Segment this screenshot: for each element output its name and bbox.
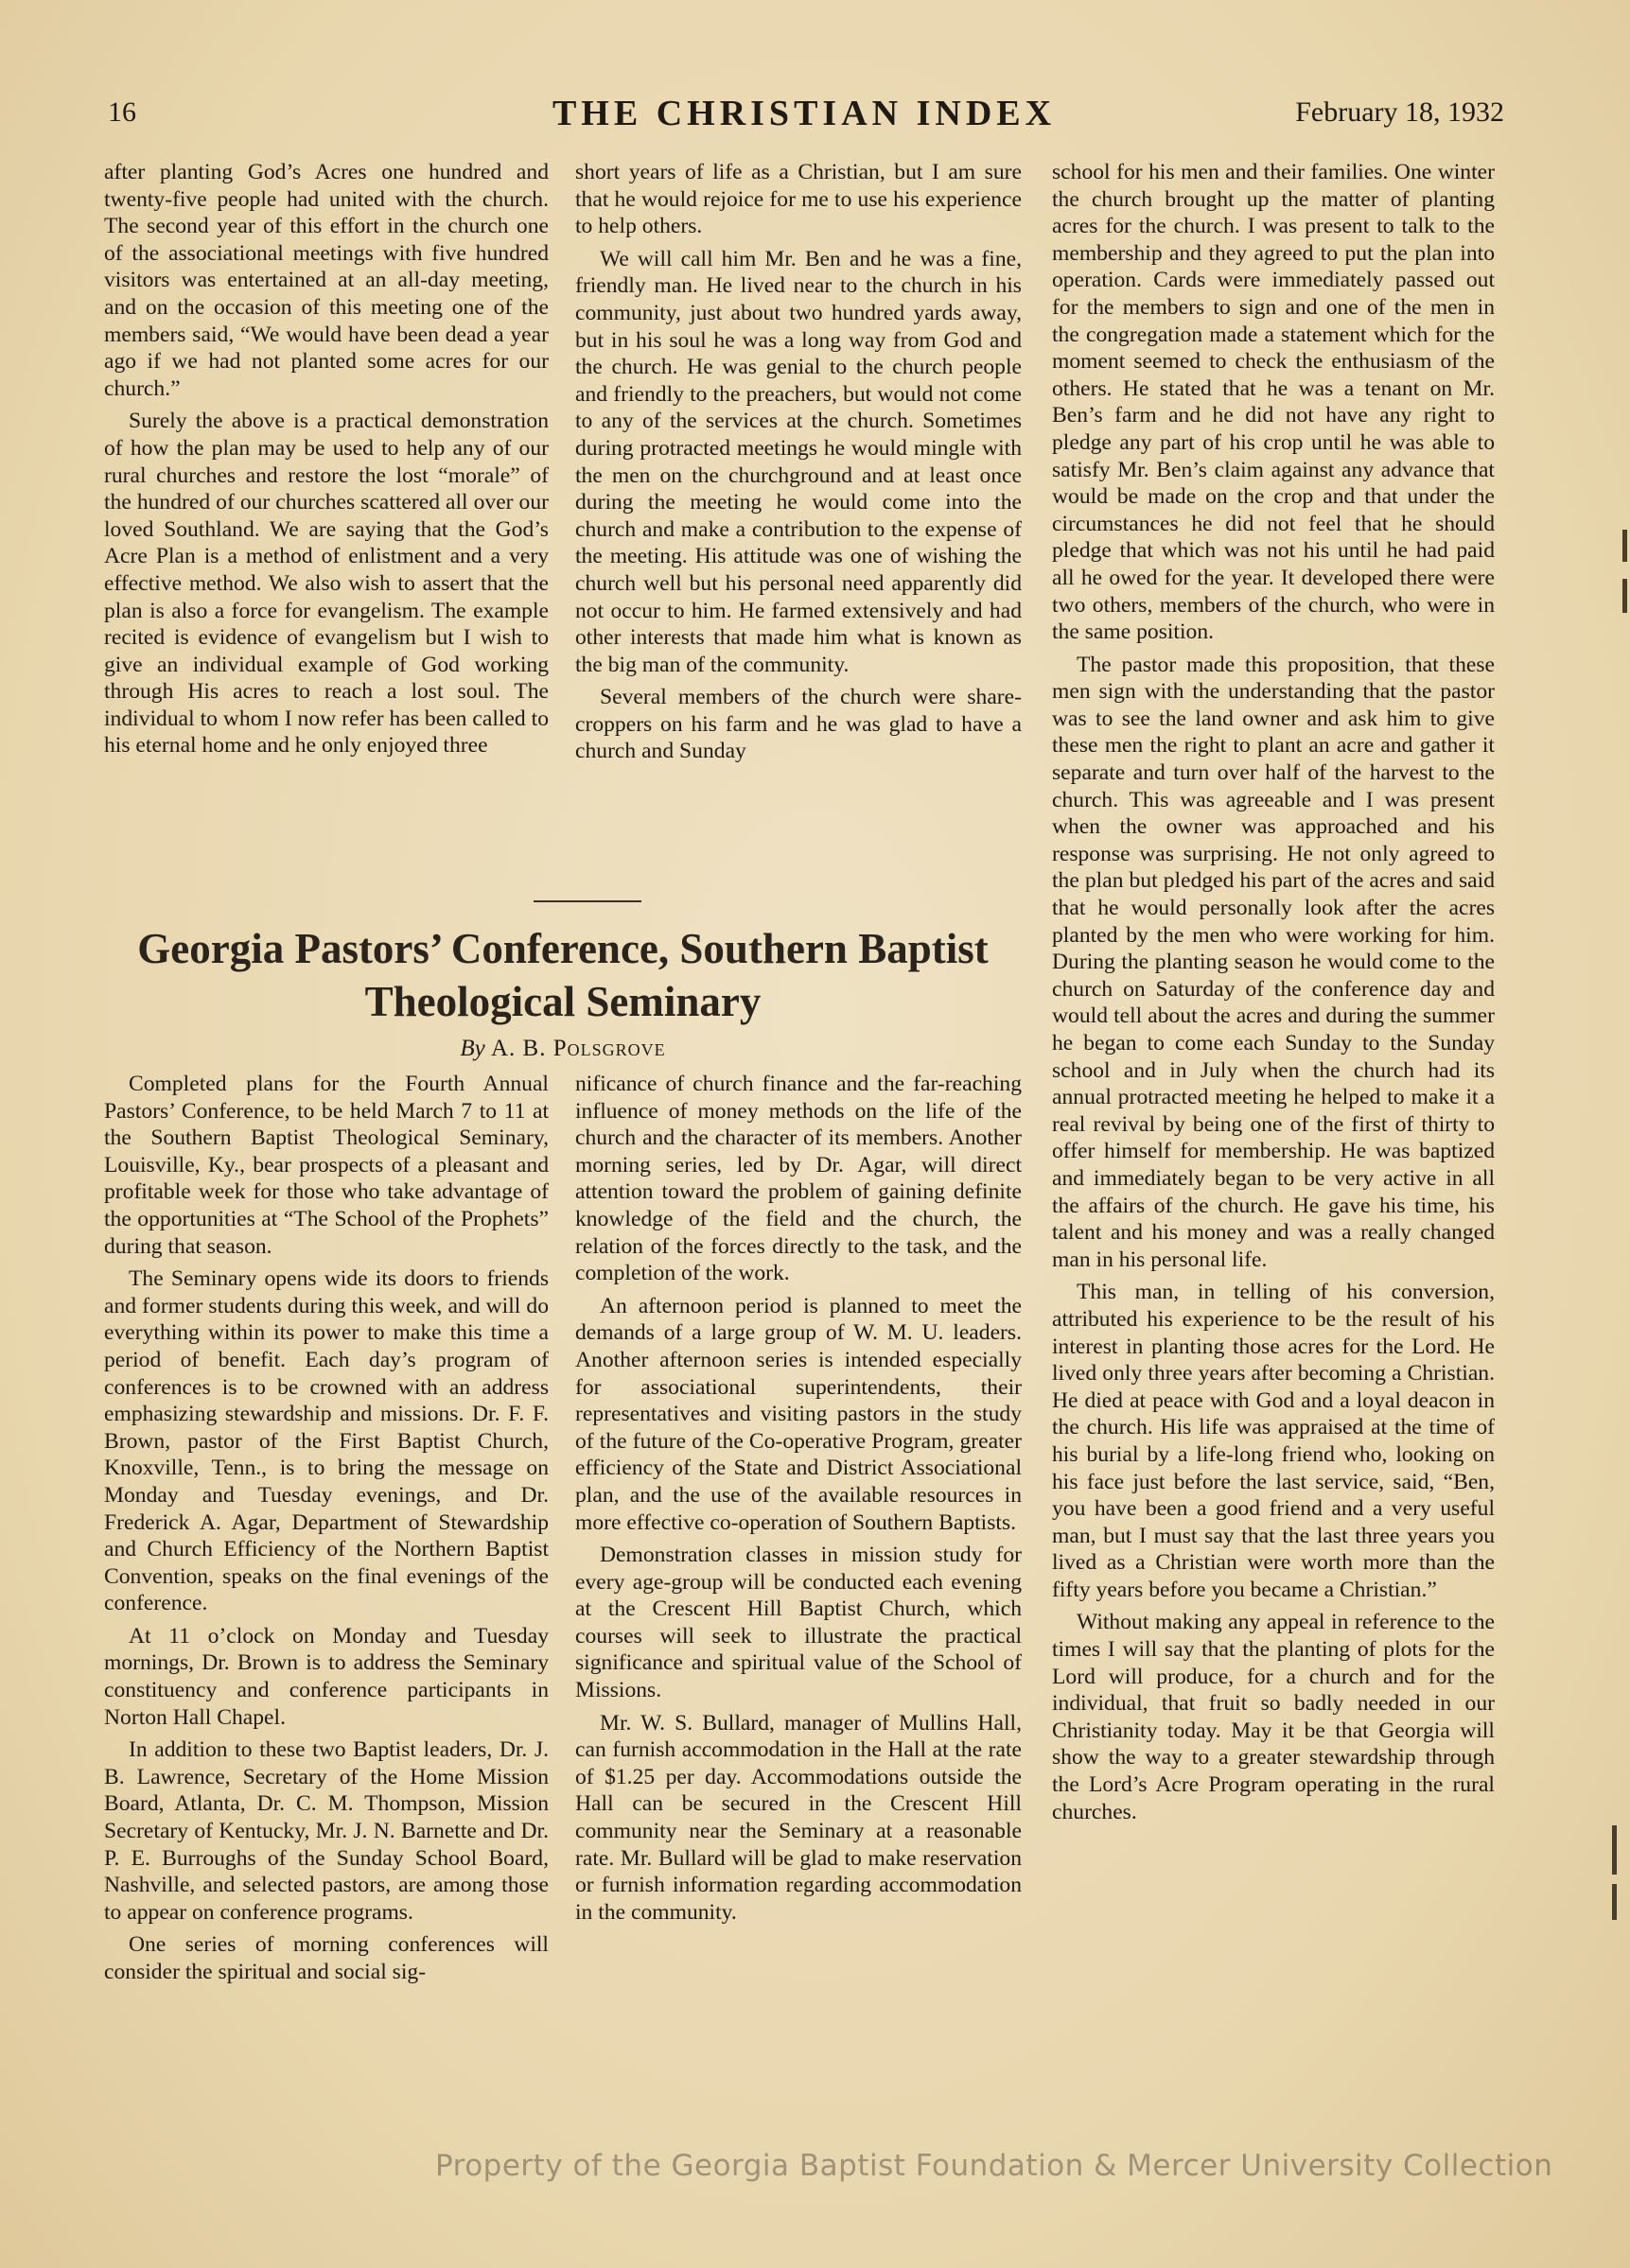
paragraph: Surely the above is a practical demonstration of how the plan may be used to help any of our rural churches and restore the lost “morale” of the hundred of our churches scattered all over our loved Southland. We are saying that the God’s Acre Plan is a method of enlistment and a very effective method. We also wish to assert that the plan is also a force for evangelism. The example recited is evidence of evangelism but I wish to give an individual example of God working through His acres to reach a lost soul. The individual to whom I now refer has been called to his eternal home and he only enjoyed three [104,409,549,759]
paragraph: Several members of the church were share-croppers on his farm and he was glad to have a church and Sunday [575,685,1022,764]
section-divider [534,900,641,902]
article1-column2 [575,159,1022,771]
paragraph: Without making any appeal in reference to the times I will say that the planting of plots for the Lord will produce, for a church and for the individual, that fruit so badly needed in our Christianity today. May it be that Georgia will show the way to a greater stewardship through the Lord’s Acre Program operating in the rural churches. [1052,1610,1495,1824]
paragraph: An afternoon period is planned to meet the demands of a large group of W. M. U. leaders. Another afternoon series is intended especially for associational superintendents, their representatives and visiting pastors in the study of the future of the Co-operative Program, greater efficiency of the State and District Associational plan, and the use of the available resources in more effective co-operation of Southern Baptists. [575,1293,1022,1535]
masthead: THE CHRISTIAN INDEX [552,94,1057,133]
paragraph: This man, in telling of his conversion, attributed his experience to be the result of his interest in planting those acres for the Lord. He lived only three years after becoming a Christian. He died at peace with God and a loyal deacon in the church. His life was appraised at the time of his burial by a life-long friend who, looking on his face just before the last service, said, “Ben, you have been a good friend and a very useful man, but I must say that the last three years you lived as a Christian were worth more than the fifty years before you became a Christian.” [1052,1280,1495,1602]
byline-author: A. B. Polsgrove [490,1036,666,1061]
byline-by: By [460,1036,485,1061]
page-number: 16 [108,96,136,128]
paragraph: after planting God’s Acres one hundred and twenty-five people had united with the church. The second year of this effort in the church one of the associational meetings with five hundred visitors was entertained at an all-day meeting, and on the occasion of this meeting one of the members said, “We would have been dead a year ago if we had not planted some acres for our church.” [104,160,549,401]
article-headline [104,922,1022,1028]
paragraph: Completed plans for the Fourth Annual Pastors’ Conference, to be held March 7 to 11 at the Southern Baptist Theological Seminary, Louisville, Ky., bear prospects of a pleasant and profitable week for those who take advantage of the opportunities at “The School of the Prophets” during that season. [104,1072,549,1259]
paragraph: One series of morning conferences will consider the spiritual and social sig- [104,1932,549,1984]
page-header [104,93,1504,136]
paragraph: school for his men and their families. One winter the church brought up the matter of planting acres for the church. I was present to talk to the membership and they agreed to put the plan into operation. Cards were immediately passed out for the members to sign and one of the men in the congregation made a statement which for the moment seemed to check the enthusiasm of the others. He stated that he was a tenant on Mr. Ben’s farm and he did not have any right to pledge any part of his crop until he was able to satisfy Mr. Ben’s claim against any advance that would be made on the crop and that under the circumstances he did not feel that he should pledge that which was not his until he had paid all he owed for the year. It developed there were two others, members of the church, who were in the same position. [1052,160,1495,645]
headline-line-2: Theological Seminary [364,978,762,1025]
issue-date: February 18, 1932 [1295,96,1504,128]
article2-column2 [575,1071,1022,1931]
paragraph: short years of life as a Christian, but I am sure that he would rejoice for me to use his experience to help others. [575,160,1022,239]
paragraph: The Seminary opens wide its doors to friends and former students during this week, and will do everything within its power to make this time a period of benefit. Each day’s program of conferences is to be crowned with an address emphasizing stewardship and missions. Dr. F. F. Brown, pastor of the First Baptist Church, Knoxville, Tenn., is to bring the message on Monday and Tuesday evenings, and Dr. Frederick A. Agar, Department of Stewardship and Church Efficiency of the Northern Baptist Convention, speaks on the final evenings of the conference. [104,1266,549,1616]
collection-watermark: Property of the Georgia Baptist Foundation & Mercer University Collection [435,2149,1553,2183]
paragraph: Demonstration classes in mission study for every age-group will be conducted each evening at the Crescent Hill Baptist Church, which courses will seek to illustrate the practical significance and spiritual value of the School of Missions. [575,1543,1022,1703]
article1-column1 [104,159,549,765]
article1-column3 [1052,159,1495,1831]
paragraph: The pastor made this proposition, that these men sign with the understanding that the pastor was to see the land owner and ask him to give these men the right to plant an acre and gather it separate and turn over half of the harvest to the church. This was agreeable and I was present when the owner was approached and his response was surprising. He not only agreed to the plan but pledged his part of the acres and said that he would personally look after the acres planted by the men who were working for him. During the planting season he would come to the church on Saturday of the conference day and would tell about the acres and during the summer he began to come each Sunday to the Sunday school and in July when the church had its annual protracted meeting he helped to make it a real revival by being one of the first of thirty to offer himself for membership. He was baptized and immediately began to be very active in all the affairs of the church. He gave his time, his talent and his money and was a really changed man in his personal life. [1052,652,1495,1272]
paragraph: Mr. W. S. Bullard, manager of Mullins Hall, can furnish accommodation in the Hall at the rate of $1.25 per day. Accommodations outside the Hall can be secured in the Crescent Hill community near the Seminary at a reasonable rate. Mr. Bullard will be glad to make reservation or furnish information regarding accommodation in the community. [575,1710,1022,1925]
byline [104,1036,1022,1062]
paragraph: At 11 o’clock on Monday and Tuesday mornings, Dr. Brown is to address the Seminary constituency and conference participants in Norton Hall Chapel. [104,1623,549,1730]
binding-mark [1612,1825,1617,1875]
paragraph: In addition to these two Baptist leaders, Dr. J. B. Lawrence, Secretary of the Home Mission Board, Atlanta, Dr. C. M. Thompson, Mission Secretary of Kentucky, Mr. J. N. Barnette and Dr. P. E. Burroughs of the Sunday School Board, Nashville, and selected pastors, are among those to appear on conference programs. [104,1737,549,1925]
headline-line-1: Georgia Pastors’ Conference, Southern Baptist [137,925,989,972]
binding-mark [1622,530,1627,562]
binding-mark [1612,1884,1617,1920]
paragraph: We will call him Mr. Ben and he was a fine, friendly man. He lived near to the church in his community, just about two hundred yards away, but in his soul he was a long way from God and the church. He was genial to the church people and friendly to the preachers, but would not come to any of the services at the church. Sometimes during protracted meetings he would mingle with the men on the churchground and at least once during the meeting he would come into the church and make a contribution to the expense of the meeting. His attitude was one of wishing the church well but his personal need apparently did not occur to him. He farmed extensively and had other interests that made him what is known as the big man of the community. [575,246,1022,677]
article2-column1 [104,1071,549,1992]
paragraph: nificance of church finance and the far-reaching influence of money methods on the life of the church and the character of its members. Another morning series, led by Dr. Agar, will direct attention toward the problem of gaining definite knowledge of the field and the church, the relation of the forces directly to the task, and the completion of the work. [575,1072,1022,1286]
binding-mark [1622,579,1627,613]
